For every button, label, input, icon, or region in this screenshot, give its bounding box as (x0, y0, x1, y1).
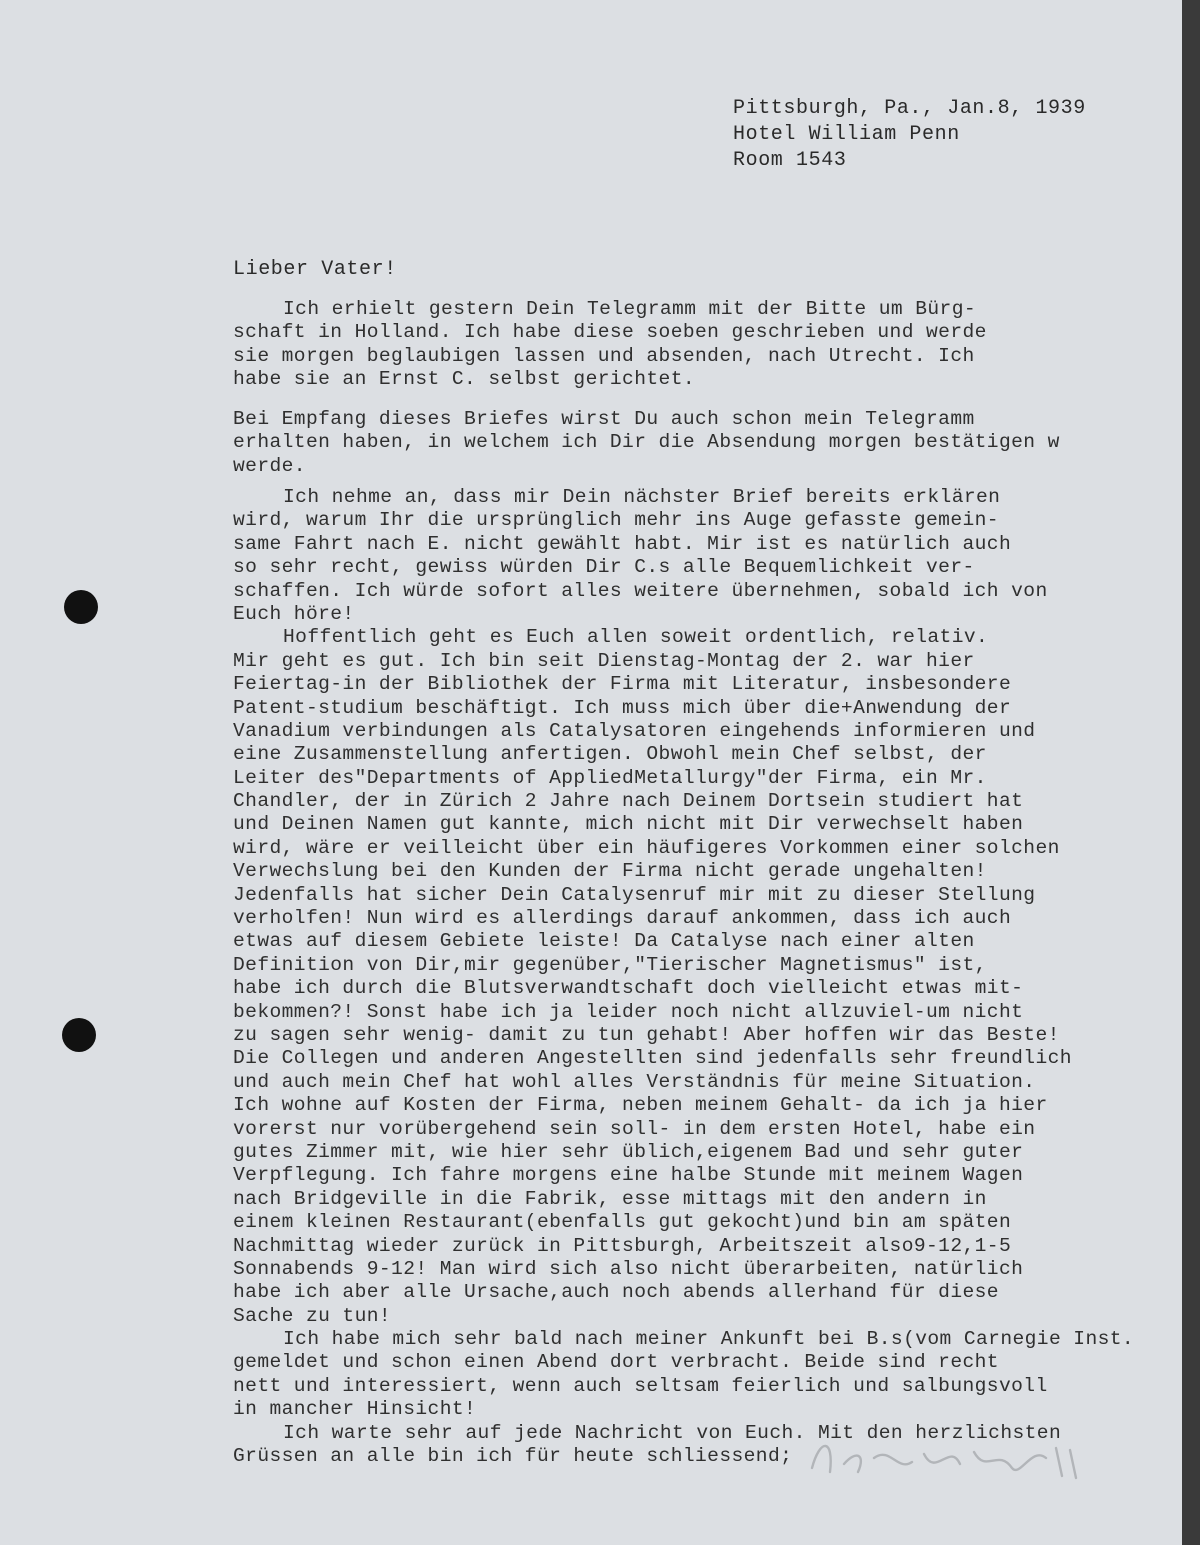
text-line: same Fahrt nach E. nicht gewählt habt. Mir ist es natürlich auch (233, 532, 1012, 555)
text-line: schaffen. Ich würde sofort alles weitere übernehmen, sobald ich von (233, 579, 1048, 602)
text-line: Sonnabends 9-12! Man wird sich also nicht überarbeiten, natürlich (233, 1257, 1024, 1280)
paragraph-3 (233, 486, 1178, 1468)
text-line: Ich wohne auf Kosten der Firma, neben meinem Gehalt- da ich ja hier (233, 1094, 1048, 1117)
text-line: Leiter des"Departments of AppliedMetallurgy"der Firma, ein Mr. (233, 766, 987, 789)
text-line: nett und interessiert, wenn auch seltsam feierlich und salbungsvoll (233, 1374, 1048, 1397)
punch-hole-bottom (62, 1018, 96, 1052)
text-line: verholfen! Nun wird es allerdings darauf ankommen, dass ich auch (233, 907, 1012, 930)
text-line: werde. (233, 454, 306, 477)
text-line: nach Bridgeville in die Fabrik, esse mittags mit den andern in (233, 1187, 987, 1210)
text-line: Euch höre! (233, 602, 355, 625)
text-line: Nachmittag wieder zurück in Pittsburgh, Arbeitszeit also9-12,1-5 (233, 1234, 1012, 1257)
text-line: einem kleinen Restaurant(ebenfalls gut gekocht)und bin am späten (233, 1211, 1012, 1234)
text-line: etwas auf diesem Gebiete leiste! Da Catalyse nach einer alten (233, 930, 975, 953)
text-line: Verpflegung. Ich fahre morgens eine halbe Stunde mit meinem Wagen (233, 1164, 1024, 1187)
text-line: zu sagen sehr wenig- damit zu tun gehabt! Aber hoffen wir das Beste! (233, 1023, 1060, 1046)
text-line: Jedenfalls hat sicher Dein Catalysenruf mir mit zu dieser Stellung (233, 883, 1036, 906)
text-line: Mir geht es gut. Ich bin seit Dienstag-Montag der 2. war hier (233, 649, 975, 672)
text-line: und Deinen Namen gut kannte, mich nicht mit Dir verwechselt haben (233, 813, 1024, 836)
text-line: wird, warum Ihr die ursprünglich mehr ins Auge gefasste gemein- (233, 509, 999, 532)
text-line: Ich warte sehr auf jede Nachricht von Euch. Mit den herzlichsten (283, 1421, 1062, 1444)
punch-hole-top (64, 590, 98, 624)
handwritten-signature (800, 1428, 1100, 1494)
text-line: Ich habe mich sehr bald nach meiner Ankunft bei B.s(vom Carnegie Inst. (283, 1328, 1135, 1351)
text-line: Sache zu tun! (233, 1304, 392, 1327)
header-hotel: Hotel William Penn (733, 123, 960, 146)
scan-edge (1182, 0, 1200, 1545)
text-line: Feiertag-in der Bibliothek der Firma mit Literatur, insbesondere (233, 673, 1012, 696)
text-line: vorerst nur vorübergehend sein soll- in dem ersten Hotel, habe ein (233, 1117, 1036, 1140)
text-line: Hoffentlich geht es Euch allen soweit ordentlich, relativ. (283, 626, 989, 649)
text-line: habe ich durch die Blutsverwandtschaft doch vielleicht etwas mit- (233, 977, 1024, 1000)
text-line: bekommen?! Sonst habe ich ja leider noch nicht allzuviel-um nicht (233, 1000, 1024, 1023)
text-line: und auch mein Chef hat wohl alles Verständnis für meine Situation. (233, 1070, 1036, 1093)
paragraph-1 (233, 298, 1178, 392)
text-line: Ich nehme an, dass mir Dein nächster Brief bereits erklären (283, 486, 1001, 508)
text-line: in mancher Hinsicht! (233, 1398, 477, 1421)
text-line: schaft in Holland. Ich habe diese soeben geschrieben und werde (233, 321, 987, 344)
letter-header (733, 96, 1086, 174)
text-line: habe ich aber alle Ursache,auch noch abends allerhand für diese (233, 1281, 999, 1304)
text-line: Ich erhielt gestern Dein Telegramm mit der Bitte um Bürg- (283, 298, 977, 320)
text-line: Grüssen an alle bin ich für heute schliessend; (233, 1445, 793, 1468)
text-line: gemeldet und schon einen Abend dort verbracht. Beide sind recht (233, 1351, 999, 1374)
text-line: sie morgen beglaubigen lassen und absenden, nach Utrecht. Ich (233, 344, 975, 367)
text-line: eine Zusammenstellung anfertigen. Obwohl mein Chef selbst, der (233, 743, 987, 766)
text-line: Patent-studium beschäftigt. Ich muss mich über die+Anwendung der (233, 696, 1012, 719)
text-line: gutes Zimmer mit, wie hier sehr üblich,eigenem Bad und sehr guter (233, 1140, 1024, 1163)
text-line: erhalten haben, in welchem ich Dir die Absendung morgen bestätigen w (233, 431, 1060, 454)
header-room: Room 1543 (733, 149, 847, 172)
text-line: Verwechslung bei den Kunden der Firma nicht gerade ungehalten! (233, 860, 987, 883)
text-line: habe sie an Ernst C. selbst gerichtet. (233, 368, 696, 391)
text-line: Bei Empfang dieses Briefes wirst Du auch schon mein Telegramm (233, 408, 975, 430)
text-line: Chandler, der in Zürich 2 Jahre nach Deinem Dortsein studiert hat (233, 790, 1024, 813)
text-line: so sehr recht, gewiss würden Dir C.s alle Bequemlichkeit ver- (233, 556, 975, 579)
text-line: Die Collegen und anderen Angestellten sind jedenfalls sehr freundlich (233, 1047, 1072, 1070)
text-line: Definition von Dir,mir gegenüber,"Tierischer Magnetismus" ist, (233, 953, 987, 976)
text-line: Vanadium verbindungen als Catalysatoren eingehends informieren und (233, 719, 1036, 742)
salutation: Lieber Vater! (233, 258, 397, 281)
paragraph-2 (233, 408, 1178, 478)
text-line: wird, wäre er veilleicht über ein häufigeres Vorkommen einer solchen (233, 836, 1060, 859)
header-place-date: Pittsburgh, Pa., Jan.8, 1939 (733, 97, 1086, 120)
